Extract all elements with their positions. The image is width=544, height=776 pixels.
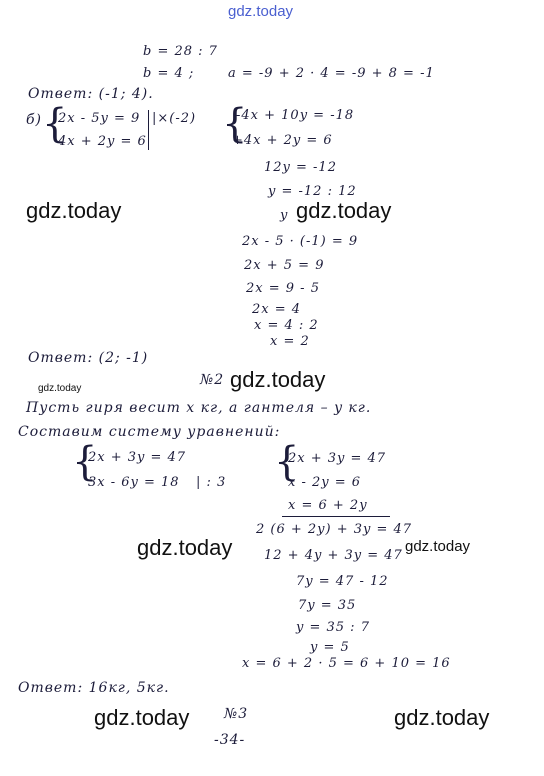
equation: +4x + 2y = 6 xyxy=(232,133,333,148)
watermark-top: gdz.today xyxy=(228,3,294,20)
solution-line: b = 4 ; xyxy=(143,66,195,81)
solution-line: x = 6 + 2y xyxy=(288,498,368,513)
solution-line: 12 + 4y + 3y = 47 xyxy=(264,548,403,563)
watermark: gdz.today xyxy=(405,538,471,555)
equation: 3x - 6y = 18 xyxy=(88,475,180,490)
solution-line: 2x - 5 · (-1) = 9 xyxy=(242,234,359,249)
solution-line: 7y = 47 - 12 xyxy=(296,574,389,589)
equation: 2x + 3y = 47 xyxy=(288,451,387,466)
solution-line: y = 35 : 7 xyxy=(296,620,370,635)
solution-line: x = 4 : 2 xyxy=(254,318,319,333)
answer-line: Ответ: 16кг, 5кг. xyxy=(18,680,170,696)
solution-line: x = 6 + 2 · 5 = 6 + 10 = 16 xyxy=(242,656,451,671)
solution-line: a = -9 + 2 · 4 = -9 + 8 = -1 xyxy=(228,66,435,81)
solution-line: 2x = 4 xyxy=(252,302,302,317)
solution-line: 7y = 35 xyxy=(298,598,357,613)
solution-line: y = 5 xyxy=(310,640,350,655)
task-number: №2 xyxy=(200,372,225,388)
equation: x - 2y = 6 xyxy=(288,475,362,490)
divisor-note: | : 3 xyxy=(196,475,227,490)
solution-line: b = 28 : 7 xyxy=(143,44,218,59)
watermark: gdz.today xyxy=(26,198,122,223)
watermark: gdz.today xyxy=(394,705,490,730)
solution-line: y xyxy=(280,208,289,223)
watermark: gdz.today xyxy=(230,367,326,392)
system-brace: { xyxy=(72,439,98,485)
watermark: gdz.today xyxy=(137,535,233,560)
part-label: б) xyxy=(26,112,43,128)
solution-line: 12y = -12 xyxy=(264,160,337,175)
solution-line: 2 (6 + 2y) + 3y = 47 xyxy=(256,522,413,537)
equation: 2x - 5y = 9 xyxy=(58,111,141,126)
divider-bar xyxy=(148,110,149,150)
system-brace: { xyxy=(274,439,300,485)
system-brace: { xyxy=(222,101,248,147)
page-number: -34- xyxy=(214,732,246,748)
solution-line: 2x + 5 = 9 xyxy=(244,258,325,273)
task-number: №3 xyxy=(224,706,249,722)
solution-line: 2x = 9 - 5 xyxy=(246,281,320,296)
solution-line: y = -12 : 12 xyxy=(268,184,357,199)
watermark-small: gdz.today xyxy=(38,383,82,394)
problem-statement: Составим систему уравнений: xyxy=(18,424,281,440)
system-brace: { xyxy=(42,101,68,147)
equation: -4x + 10y = -18 xyxy=(236,108,355,123)
underline xyxy=(282,516,390,517)
solution-line: x = 2 xyxy=(270,334,310,349)
problem-statement: Пусть гиря весит x кг, а гантеля – y кг. xyxy=(26,400,372,416)
watermark: gdz.today xyxy=(296,198,392,223)
answer-line: Ответ: (-1; 4). xyxy=(28,86,154,102)
watermark: gdz.today xyxy=(94,705,190,730)
answer-line: Ответ: (2; -1) xyxy=(28,350,149,366)
equation: 4x + 2y = 6 xyxy=(58,134,147,149)
multiplier-note: |×(-2) xyxy=(152,111,197,126)
equation: 2x + 3y = 47 xyxy=(88,450,187,465)
